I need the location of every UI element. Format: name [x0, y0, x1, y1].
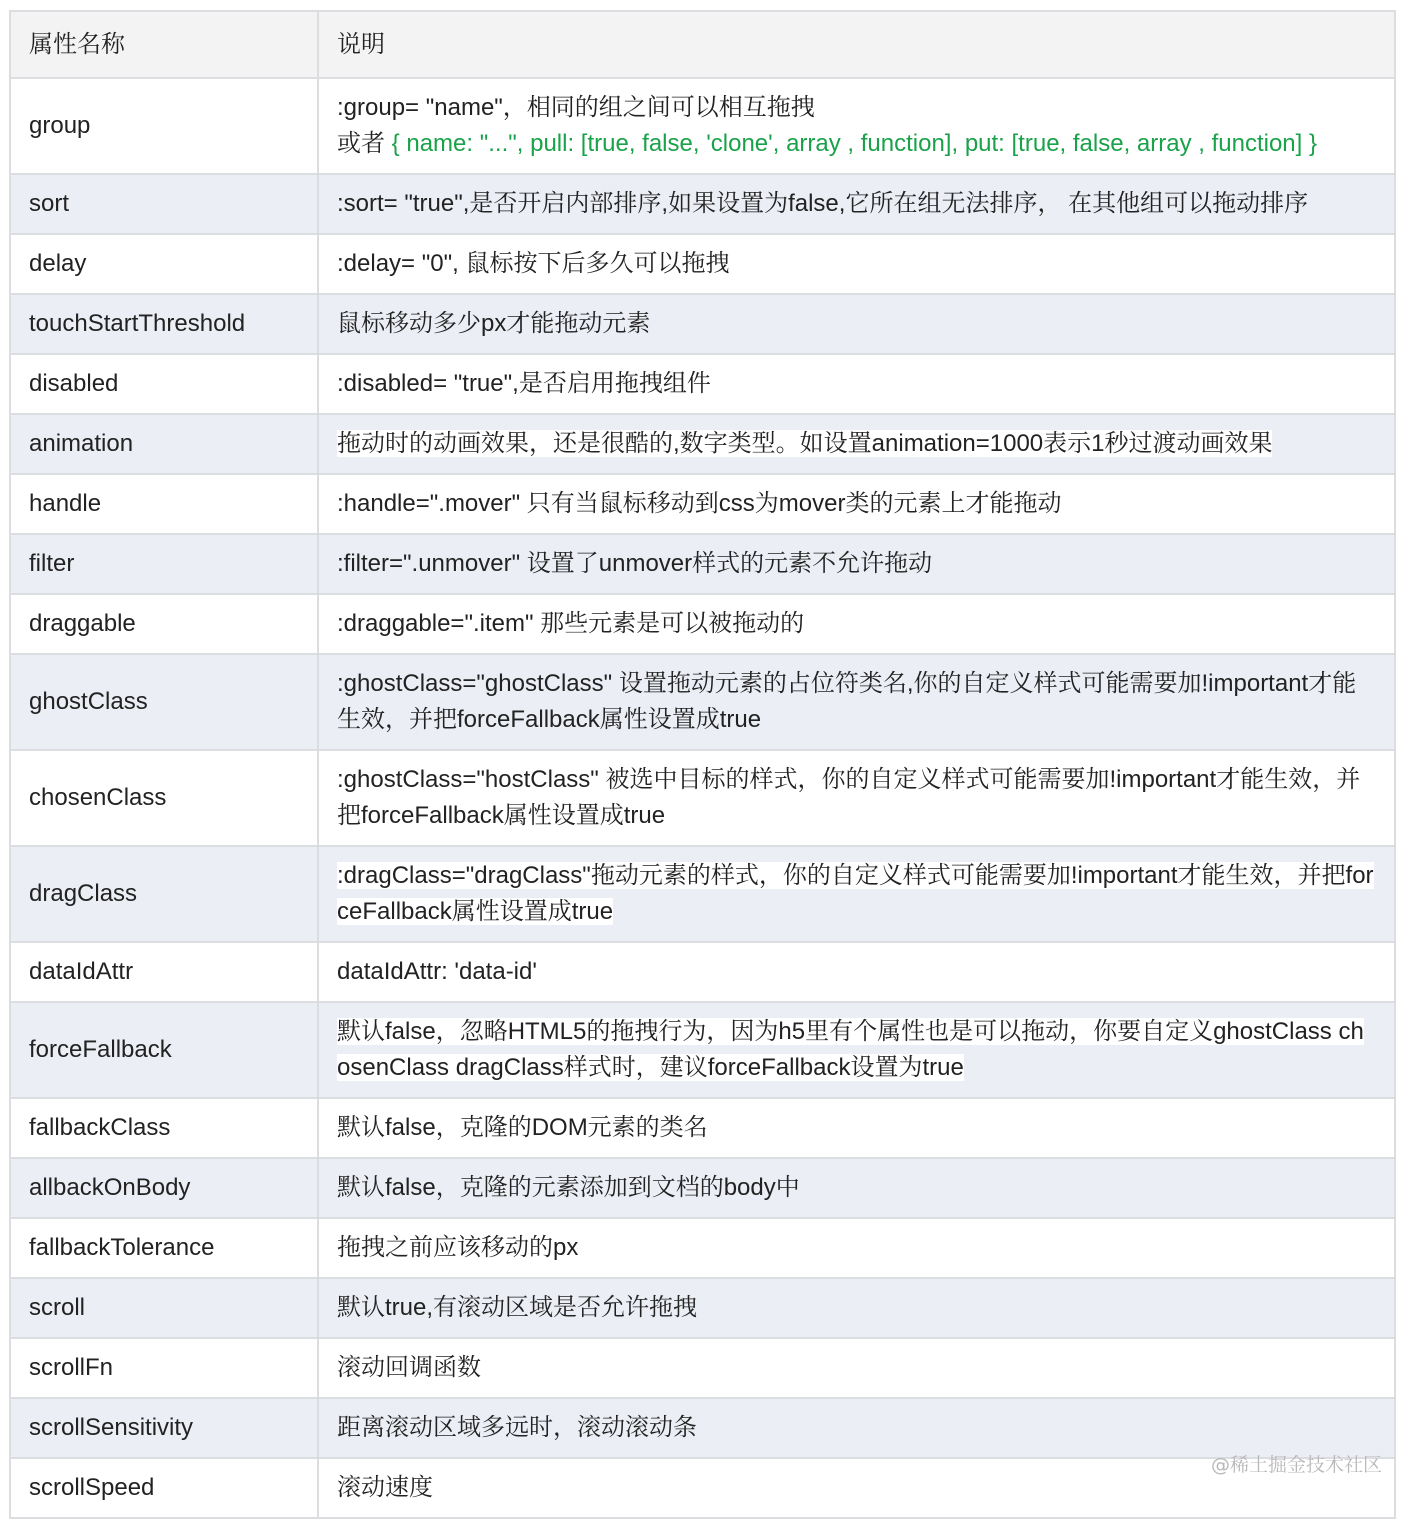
table-header-row [10, 11, 1395, 78]
prop-desc: 距离滚动区域多远时，滚动滚动条 [318, 1398, 1395, 1458]
prop-name: dataIdAttr [10, 942, 318, 1002]
prop-desc: 默认false，克隆的DOM元素的类名 [318, 1098, 1395, 1158]
prop-name: fallbackClass [10, 1098, 318, 1158]
prop-name: scrollSensitivity [10, 1398, 318, 1458]
prop-desc: :sort= "true",是否开启内部排序,如果设置为false,它所在组无法排序， 在其他组可以拖动排序 [318, 174, 1395, 234]
code-snippet: { name: "...", pull: [true, false, 'clone', array , function], put: [true, false, array , function] } [391, 130, 1317, 157]
prop-desc: :handle=".mover" 只有当鼠标移动到css为mover类的元素上才能拖动 [318, 474, 1395, 534]
table-row [10, 750, 1395, 846]
table-row [10, 294, 1395, 354]
prop-desc: :ghostClass="ghostClass" 设置拖动元素的占位符类名,你的自定义样式可能需要加!important才能生效，并把forceFallback属性设置成true [318, 654, 1395, 750]
properties-table-container [9, 10, 1394, 1519]
prop-desc-prefix: 或者 [337, 130, 392, 157]
table-row [10, 534, 1395, 594]
highlighted-text: 默认false，忽略HTML5的拖拽行为，因为h5里有个属性也是可以拖动，你要自定义ghostClass chosenClass dragClass样式时，建议forceFallback设置为true [337, 1018, 1364, 1081]
juejin-watermark: @稀土掘金技术社区 [1210, 1454, 1382, 1476]
highlighted-text: 拖动时的动画效果，还是很酷的,数字类型。如设置animation=1000表示1秒过渡动画效果 [337, 430, 1273, 457]
prop-name: forceFallback [10, 1002, 318, 1098]
table-row [10, 174, 1395, 234]
prop-desc: :disabled= "true",是否启用拖拽组件 [318, 354, 1395, 414]
prop-name: sort [10, 174, 318, 234]
prop-name: draggable [10, 594, 318, 654]
prop-desc: 默认false，克隆的元素添加到文档的body中 [318, 1158, 1395, 1218]
prop-name: scroll [10, 1278, 318, 1338]
highlighted-text: :dragClass="dragClass"拖动元素的样式，你的自定义样式可能需要加!important才能生效，并把forceFallback属性设置成true [337, 862, 1374, 925]
prop-desc-line: :group= "name"，相同的组之间可以相互拖拽 [337, 94, 815, 121]
prop-name: fallbackTolerance [10, 1218, 318, 1278]
prop-desc [318, 1002, 1395, 1098]
header-property-name: 属性名称 [10, 11, 318, 78]
prop-desc: 滚动速度 [318, 1458, 1395, 1518]
table-row [10, 1158, 1395, 1218]
prop-desc: 鼠标移动多少px才能拖动元素 [318, 294, 1395, 354]
table-row [10, 1002, 1395, 1098]
table-row [10, 1398, 1395, 1458]
table-row [10, 78, 1395, 174]
prop-desc: dataIdAttr: 'data-id' [318, 942, 1395, 1002]
prop-desc [318, 846, 1395, 942]
prop-name: allbackOnBody [10, 1158, 318, 1218]
table-row [10, 1278, 1395, 1338]
prop-name: disabled [10, 354, 318, 414]
prop-desc: :delay= "0", 鼠标按下后多久可以拖拽 [318, 234, 1395, 294]
prop-name: scrollSpeed [10, 1458, 318, 1518]
prop-desc [318, 414, 1395, 474]
prop-name: handle [10, 474, 318, 534]
header-description: 说明 [318, 11, 1395, 78]
table-row [10, 1098, 1395, 1158]
table-row [10, 354, 1395, 414]
prop-name: animation [10, 414, 318, 474]
prop-desc: 默认true,有滚动区域是否允许拖拽 [318, 1278, 1395, 1338]
table-row [10, 1338, 1395, 1398]
table-row [10, 594, 1395, 654]
prop-desc [318, 78, 1395, 174]
properties-table [9, 10, 1396, 1519]
table-row [10, 1458, 1395, 1518]
prop-desc: :filter=".unmover" 设置了unmover样式的元素不允许拖动 [318, 534, 1395, 594]
prop-name: scrollFn [10, 1338, 318, 1398]
prop-name: chosenClass [10, 750, 318, 846]
prop-desc-line [337, 126, 1376, 162]
table-row [10, 942, 1395, 1002]
prop-name: group [10, 78, 318, 174]
prop-name: dragClass [10, 846, 318, 942]
prop-desc: 滚动回调函数 [318, 1338, 1395, 1398]
table-row [10, 474, 1395, 534]
prop-desc: :draggable=".item" 那些元素是可以被拖动的 [318, 594, 1395, 654]
table-row [10, 654, 1395, 750]
prop-name: ghostClass [10, 654, 318, 750]
prop-desc: 拖拽之前应该移动的px [318, 1218, 1395, 1278]
table-row [10, 1218, 1395, 1278]
prop-name: touchStartThreshold [10, 294, 318, 354]
prop-name: filter [10, 534, 318, 594]
prop-desc: :ghostClass="hostClass" 被选中目标的样式，你的自定义样式可能需要加!important才能生效，并把forceFallback属性设置成true [318, 750, 1395, 846]
table-row [10, 234, 1395, 294]
table-row [10, 414, 1395, 474]
prop-name: delay [10, 234, 318, 294]
table-row [10, 846, 1395, 942]
